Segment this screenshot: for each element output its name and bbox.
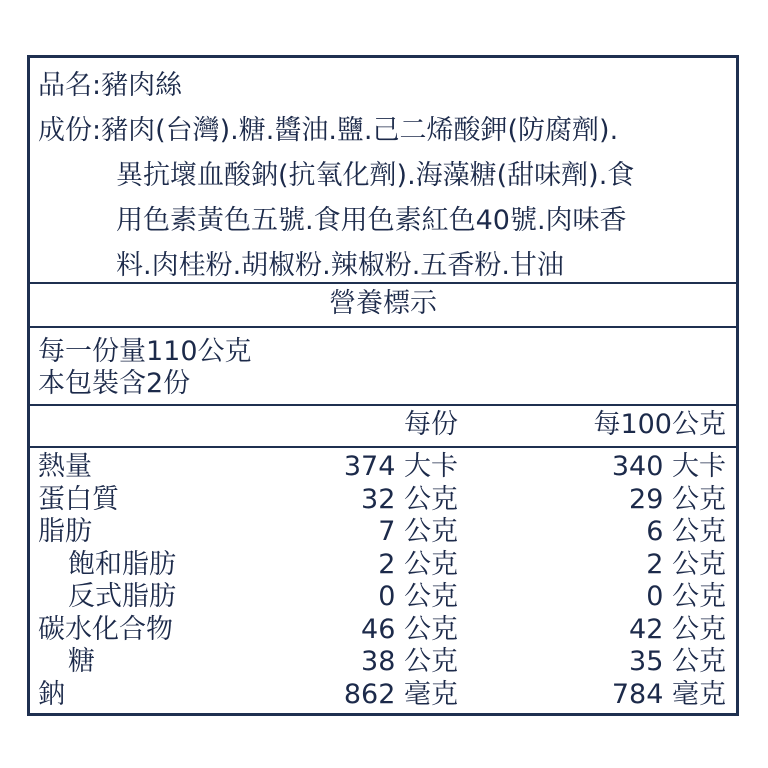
- nutrient-per-serving: 0 公克: [378, 581, 458, 612]
- nutrient-per-100g: 340 大卡: [611, 451, 726, 482]
- nutrient-name: 蛋白質: [38, 483, 119, 515]
- divider: [30, 446, 736, 448]
- ingredients-label: 成份:: [38, 115, 102, 146]
- nutrient-per-100g: 0 公克: [646, 581, 726, 612]
- column-header-per-100g: 每100公克: [593, 409, 726, 440]
- nutrient-per-100g: 35 公克: [629, 646, 726, 677]
- product-label: 品名:: [38, 70, 102, 101]
- nutrient-per-serving: 862 毫克: [343, 678, 458, 710]
- nutrient-per-100g: 29 公克: [629, 483, 726, 515]
- divider: [30, 326, 736, 328]
- ingredients-line: 料.肉桂粉.胡椒粉.辣椒粉.五香粉.甘油: [116, 250, 564, 281]
- nutrient-per-serving: 46 公克: [361, 613, 458, 645]
- nutrition-label: [27, 55, 739, 716]
- nutrient-name: 反式脂肪: [68, 581, 176, 612]
- nutrient-name: 飽和脂肪: [68, 548, 176, 580]
- nutrient-per-serving: 2 公克: [378, 548, 458, 580]
- nutrient-name: 脂肪: [38, 516, 92, 547]
- serving-size: 每一份量110公克: [38, 336, 252, 367]
- divider: [30, 282, 736, 284]
- nutrient-per-100g: 6 公克: [646, 516, 726, 547]
- nutrient-name: 碳水化合物: [38, 613, 173, 645]
- nutrient-name: 熱量: [38, 451, 92, 482]
- nutrient-per-100g: 784 毫克: [611, 678, 726, 710]
- ingredients-block: [38, 63, 634, 288]
- ingredients-line: 異抗壞血酸鈉(抗氧化劑).海藻糖(甜味劑).食: [116, 160, 635, 191]
- nutrient-per-serving: 38 公克: [361, 646, 458, 677]
- nutrient-per-serving: 32 公克: [361, 483, 458, 515]
- nutrient-per-100g: 2 公克: [646, 548, 726, 580]
- ingredients-line: 豬肉(台灣).糖.醬油.鹽.己二烯酸鉀(防腐劑).: [101, 115, 619, 146]
- nutrition-title: 營養標示: [329, 288, 437, 319]
- product-name: 豬肉絲: [101, 70, 183, 101]
- column-header-per-serving: 每份: [404, 409, 458, 440]
- nutrient-name: 鈉: [38, 678, 65, 710]
- servings-per-package: 本包裝含2份: [38, 368, 191, 399]
- nutrient-per-100g: 42 公克: [629, 613, 726, 645]
- nutrient-name: 糖: [68, 646, 95, 677]
- ingredients-line: 用色素黃色五號.食用色素紅色40號.肉味香: [116, 205, 627, 236]
- divider: [30, 404, 736, 406]
- nutrient-per-serving: 374 大卡: [343, 451, 458, 482]
- nutrient-per-serving: 7 公克: [378, 516, 458, 547]
